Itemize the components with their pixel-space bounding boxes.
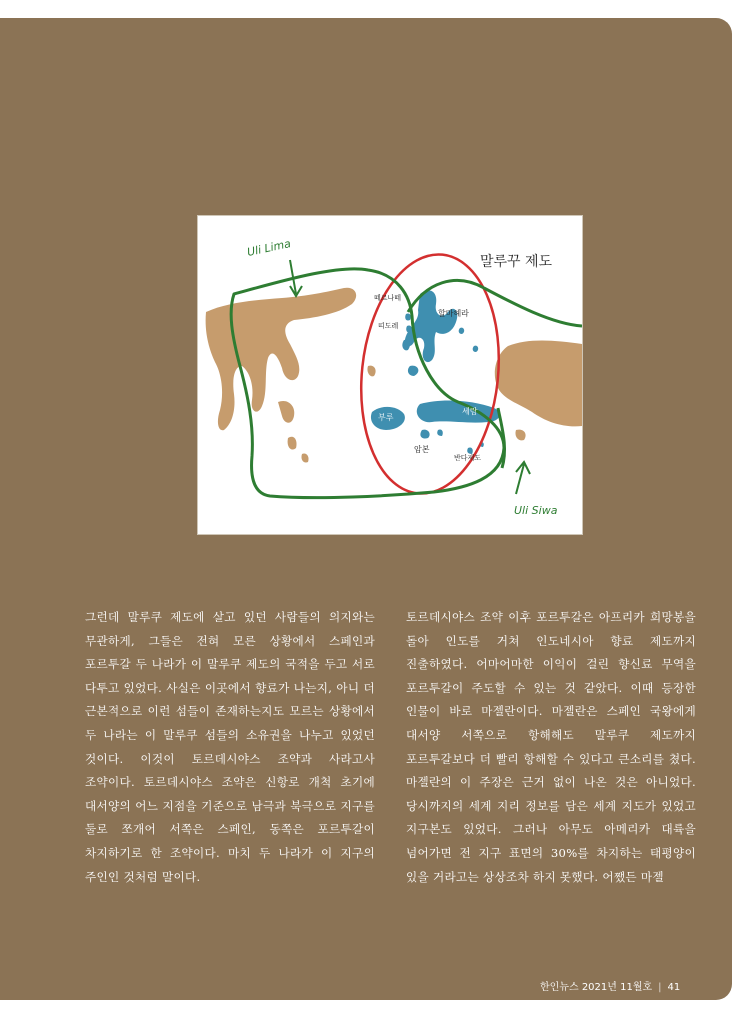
publication-name: 한인뉴스 2021년 11월호 (540, 982, 653, 993)
region-label: 말루꾸 제도 (480, 254, 553, 270)
islet (402, 340, 410, 351)
uli-siwa-label: Uli Siwa (514, 504, 558, 517)
ternate-label: 떼르나떼 (374, 294, 402, 302)
seram-label: 세람 (462, 407, 478, 416)
footer-separator: | (658, 982, 662, 993)
uli-lima-label: Uli Lima (245, 237, 292, 259)
islet (437, 429, 443, 436)
tidore-island (406, 325, 412, 332)
ambon-label: 암본 (414, 445, 430, 454)
map-drawing (198, 216, 582, 534)
islet (367, 366, 375, 377)
tidore-label: 띠도레 (378, 322, 399, 330)
page-background (0, 18, 732, 1000)
islet (408, 366, 418, 376)
islet (288, 437, 297, 450)
ternate-island (405, 313, 411, 320)
page-footer (540, 978, 680, 993)
article-column-right: 토르데시야스 조약 이후 포르투갈은 아프리카 희망봉을 돌아 인도를 거쳐 인도네시아 향료 제도까지 진출하였다. 어마어마한 이익이 걸린 향신료 무역을 포르투갈이 주도할 수 있는 것 같았다. 이때 등장한 인물이 바로 마젤란이다. 마젤란은 스페인 국왕에게 대서양 서쪽으로 항해해도 말루쿠 제도까지 포르투갈보다 더 빨리 항해할 수 있다고 큰소리를 쳤다. 마젤란의 이 주장은 근거 없이 나온 것은 아니었다. 당시까지의 세계 지리 정보를 담은 세계 지도가 있었고 지구본도 있었다. 그러나 아무도 아메리카 대륙을 넘어가면 전 지구 표면의 30%를 차지하는 태평양이 있을 거라고는 상상조차 하지 못했다. 어쨌든 마젤 (406, 610, 696, 884)
islet (515, 430, 525, 441)
islet (459, 328, 464, 334)
ambon-island (420, 430, 429, 439)
islet (301, 453, 308, 462)
sulawesi-arm-right (278, 401, 294, 423)
buru-label: 부루 (378, 413, 394, 422)
article-column-left: 그런데 말루쿠 제도에 살고 있던 사람들의 의지와는 무관하게, 그들은 전혀 모른 상황에서 스페인과 포르투갈 두 나라가 이 말루쿠 제도의 국적을 두고 서로 다투고 있었다. 사실은 이곳에서 향료가 나는지, 아니 더 근본적으로 이런 섬들이 존재하는지도 모르는 상황에서 두 나라는 이 말루쿠 섬들의 소유권을 나누고 있었던 것이다. 이것이 토르데시야스 조약과 사라고사 조약이다. 토르데시야스 조약은 신항로 개척 초기에 대서양의 어느 지점을 기준으로 남극과 북극으로 지구를 둘로 쪼개어 서쪽은 스페인, 동쪽은 포르투갈이 차지하기로 한 조약이다. 마치 두 나라가 이 지구의 주인인 것처럼 말이다. (85, 610, 375, 884)
halmahera-label: 할마헤라 (438, 309, 469, 318)
new-guinea-land (495, 341, 582, 427)
maluku-map (197, 215, 583, 535)
banda-label: 반다제도 (454, 454, 482, 462)
page-number: 41 (667, 982, 681, 993)
islet (473, 346, 478, 352)
uli-siwa-arrow (516, 462, 530, 494)
